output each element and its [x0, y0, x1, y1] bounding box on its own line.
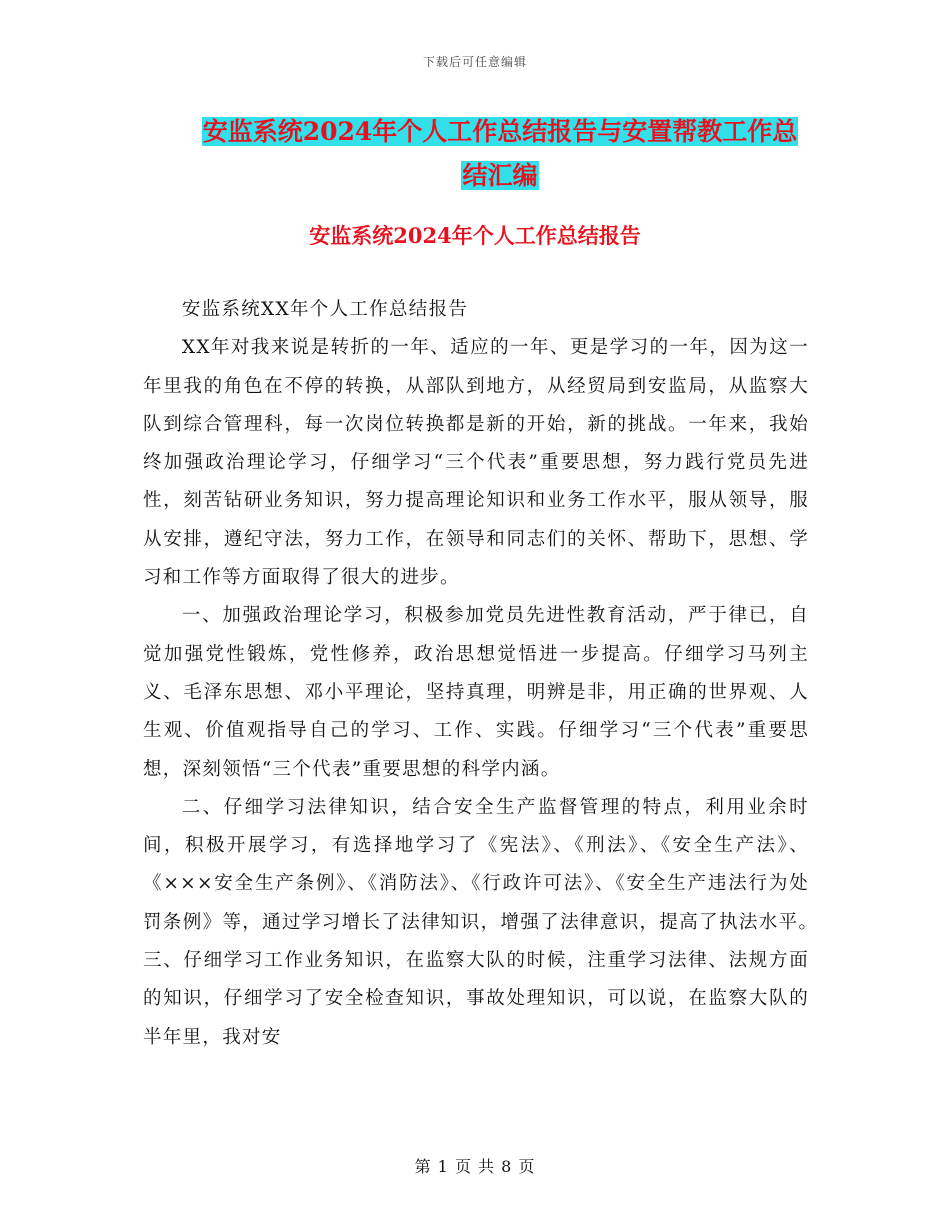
- header-note: 下载后可任意编辑: [422, 55, 527, 69]
- body-paragraph: 二、仔细学习法律知识，结合安全生产监督管理的特点，利用业余时间，积极开展学习，有选择地学习了《宪法》、《刑法》、《安全生产法》、《×××安全生产条例》、《消防法》、《行政许可法》、《安全生产违法行为处罚条例》等，通过学习增长了法律知识，增强了法律意识，提高了执法水平。 三、仔细学习工作业务知识，在监察大队的时候，注重学习法律、法规方面的知识，仔细学习了安全检查知识，事故处理知识，可以说，在监察大队的半年里，我对安: [143, 796, 849, 1048]
- page-footer: 第 1 页 共 8 页: [414, 1157, 536, 1176]
- document-title-line-2: 结汇编: [462, 161, 538, 190]
- body-text: [143, 291, 849, 1057]
- body-paragraph: 一、加强政治理论学习，积极参加党员先进性教育活动，严于律已，自觉加强党性锻炼，党性修养，政治思想觉悟进一步提高。仔细学习马列主义、毛泽东思想、邓小平理论，坚持真理，明辨是非，用正确的世界观、人生观、价值观指导自己的学习、工作、实践。仔细学习“三个代表”重要思想，深刻领悟“三个代表”重要思想的科学内涵。: [143, 605, 809, 780]
- body-paragraph: 安监系统XX年个人工作总结报告: [181, 299, 469, 320]
- body-paragraph: XX年对我来说是转折的一年、适应的一年、更是学习的一年，因为这一年里我的角色在不停的转换，从部队到地方，从经贸局到安监局，从监察大队到综合管理科，每一次岗位转换都是新的开始，新的挑战。一年来，我始终加强政治理论学习，仔细学习“三个代表”重要思想，努力践行党员先进性，刻苦钻研业务知识，努力提高理论知识和业务工作水平，服从领导，服从安排，遵纪守法，努力工作，在领导和同志们的关怀、帮助下，思想、学习和工作等方面取得了很大的进步。: [143, 337, 809, 589]
- section-title: 安监系统2024年个人工作总结报告: [309, 223, 641, 248]
- document-title-line-1: 安监系统2024年个人工作总结报告与安置帮教工作总: [202, 117, 798, 146]
- document-title: [150, 110, 850, 198]
